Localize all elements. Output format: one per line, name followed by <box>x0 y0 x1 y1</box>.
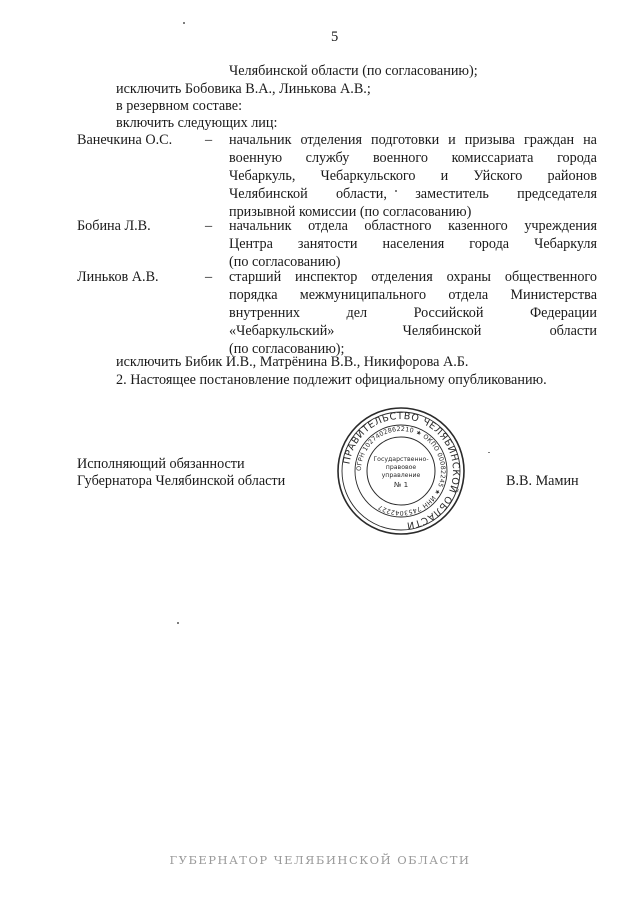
word: подготовки <box>371 132 440 148</box>
word: области, <box>335 186 387 202</box>
word: службу <box>305 150 350 166</box>
desc-row <box>229 131 597 149</box>
text-line-exclude-2: исключить Бибик И.В., Матрёнина В.В., Никифорова А.Б. <box>116 354 469 370</box>
desc-row <box>229 304 597 322</box>
page-number: 5 <box>331 29 339 45</box>
desc-row <box>229 235 597 253</box>
official-stamp-seal <box>335 405 467 537</box>
desc-row <box>229 167 597 185</box>
word: и <box>448 132 456 148</box>
word: начальник <box>229 132 292 148</box>
word: призывной комиссии (по согласованию) <box>229 204 472 220</box>
stamp-inner-line-4: № 1 <box>393 480 409 489</box>
word: Чебаркуля <box>534 236 597 252</box>
stamp-inner-line-3: управление <box>381 472 421 479</box>
stamp-inner-line-2: правовое <box>385 464 417 471</box>
word: «Чебаркульский» <box>229 323 335 339</box>
word: Федерации <box>529 305 597 321</box>
word: военного <box>372 150 428 166</box>
word: межмуниципального <box>299 287 427 303</box>
word: Чебаркуль, <box>229 168 296 184</box>
word: председателя <box>517 186 597 202</box>
word: Уйского <box>473 168 523 184</box>
word: Челябинской <box>229 186 308 202</box>
word: заместитель <box>415 186 489 202</box>
text-line-item-2: 2. Настоящее постановление подлежит официальному опубликованию. <box>116 372 547 388</box>
member-description-bobina <box>229 217 597 271</box>
desc-row <box>229 286 597 304</box>
word: общественного <box>504 269 597 285</box>
scan-speck <box>183 22 185 24</box>
word: (по согласованию) <box>229 254 341 270</box>
stamp-ring-text: ОГРН 1027402862210 ★ ОКПО 00082245 ★ ИНН 7453042227 <box>355 425 447 517</box>
desc-row <box>229 268 597 286</box>
word: занятости <box>297 236 358 252</box>
member-name-linkov: Линьков А.В. <box>77 269 159 285</box>
word: дел <box>346 305 368 321</box>
signature-role-line-2: Губернатора Челябинской области <box>77 473 286 489</box>
word: учреждения <box>524 218 597 234</box>
member-description-linkov <box>229 268 597 358</box>
word: и <box>440 168 449 184</box>
word: районов <box>547 168 597 184</box>
member-name-vanechkina: Ванечкина О.С. <box>77 132 173 148</box>
stamp-inner-ring <box>367 437 435 505</box>
stamp-inner-line-1: Государственно- <box>373 456 429 463</box>
footer-letterhead: ГУБЕРНАТОР ЧЕЛЯБИНСКОЙ ОБЛАСТИ <box>169 853 471 867</box>
word: отдела <box>308 218 348 234</box>
scan-speck <box>395 190 397 192</box>
signature-role-line-1: Исполняющий обязанности <box>77 456 245 472</box>
word: населения <box>382 236 445 252</box>
desc-row <box>229 149 597 167</box>
word: Центра <box>229 236 273 252</box>
word: военную <box>229 150 283 166</box>
word: Чебаркульского <box>320 168 416 184</box>
scan-speck <box>488 452 490 453</box>
text-line-region: Челябинской области (по согласованию); <box>229 63 478 79</box>
word: (по согласованию); <box>229 341 345 357</box>
word: отдела <box>448 287 489 303</box>
desc-row <box>229 185 597 203</box>
stamp-outer-text: ПРАВИТЕЛЬСТВО ЧЕЛЯБИНСКОЙ ОБЛАСТИ <box>341 410 462 531</box>
word: граждан <box>523 132 575 148</box>
member-dash: – <box>205 218 213 234</box>
member-name-bobina: Бобина Л.В. <box>77 218 151 234</box>
word: Российской <box>413 305 484 321</box>
word: города <box>469 236 510 252</box>
member-description-vanechkina <box>229 131 597 221</box>
desc-row <box>229 322 597 340</box>
member-dash: – <box>205 269 213 285</box>
word: Министерства <box>510 287 597 303</box>
word: отделения <box>371 269 433 285</box>
stamp-ring-3 <box>355 425 447 517</box>
member-dash: – <box>205 132 213 148</box>
word: начальник <box>229 218 292 234</box>
signature-name: В.В. Мамин <box>506 473 579 489</box>
text-line-reserve: в резервном составе: <box>116 98 243 114</box>
word: старший <box>229 269 282 285</box>
word: города <box>557 150 597 166</box>
desc-row <box>229 217 597 235</box>
word: казенного <box>448 218 508 234</box>
word: отделения <box>300 132 363 148</box>
word: призыва <box>464 132 515 148</box>
word: области <box>549 323 597 339</box>
word: Челябинской <box>402 323 482 339</box>
word: охраны <box>446 269 491 285</box>
word: областного <box>364 218 432 234</box>
text-line-include: включить следующих лиц: <box>116 115 278 131</box>
scan-speck <box>177 622 179 624</box>
word: на <box>583 132 597 148</box>
word: порядка <box>229 287 278 303</box>
text-line-exclude-1: исключить Бобовика В.А., Линькова А.В.; <box>116 81 371 97</box>
word: комиссариата <box>451 150 534 166</box>
word: инспектор <box>295 269 358 285</box>
word: внутренних <box>229 305 301 321</box>
